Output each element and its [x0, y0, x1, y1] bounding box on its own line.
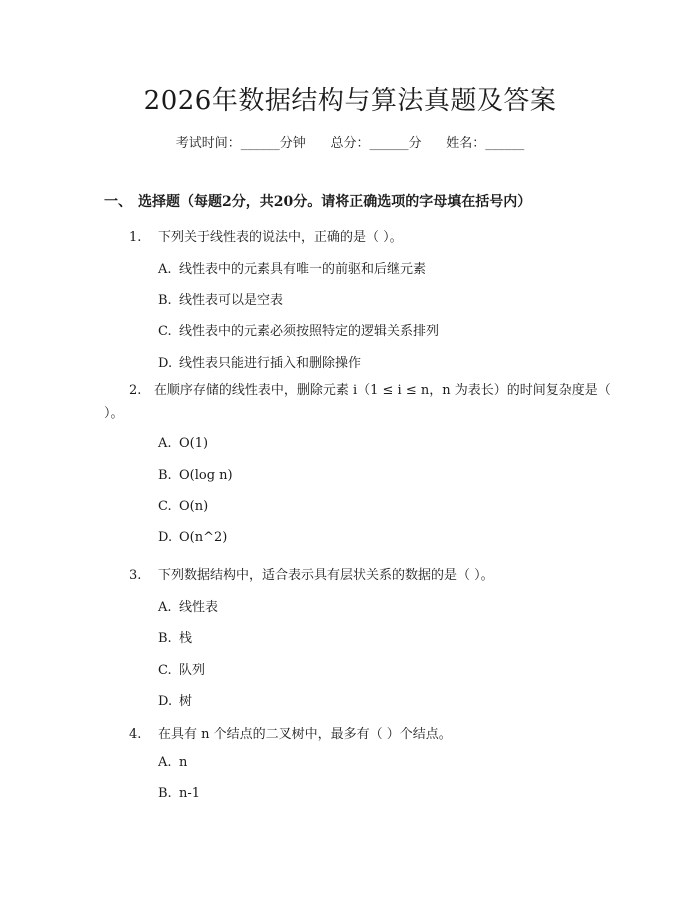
option-text: 线性表	[179, 600, 219, 615]
option-letter: D.	[158, 694, 173, 709]
option-text: 栈	[179, 631, 193, 646]
question-number: 2.	[129, 383, 142, 398]
option-3d	[158, 690, 192, 709]
section-heading	[104, 191, 531, 211]
option-3a	[158, 596, 218, 615]
option-letter: B.	[158, 293, 172, 308]
option-text: O(n)	[179, 499, 209, 514]
option-letter: B.	[158, 631, 172, 646]
option-letter: C.	[158, 499, 172, 514]
option-text: n	[179, 755, 188, 770]
option-2d	[158, 530, 227, 545]
option-text: 树	[179, 694, 193, 709]
option-text: 线性表中的元素必须按照特定的逻辑关系排列	[179, 324, 440, 339]
option-letter: A.	[158, 755, 172, 770]
option-1c	[158, 320, 439, 339]
option-letter: B.	[158, 468, 172, 483]
option-1d	[158, 352, 361, 371]
question-1	[129, 226, 609, 245]
exam-meta-line: 考试时间：______分钟 总分：______分 姓名：______	[175, 136, 525, 151]
question-4	[129, 723, 609, 742]
option-3b	[158, 627, 192, 646]
option-text: O(log n)	[179, 468, 233, 483]
question-number: 1.	[129, 230, 142, 245]
document-title: 2026年数据结构与算法真题及答案	[143, 86, 557, 116]
option-text: 线性表可以是空表	[179, 293, 284, 308]
option-letter: B.	[158, 786, 172, 801]
option-3c	[158, 659, 205, 678]
option-text: O(n^2)	[179, 530, 228, 545]
option-letter: A.	[158, 436, 172, 451]
question-2	[104, 379, 624, 425]
option-text: n-1	[179, 786, 201, 801]
option-letter: D.	[158, 530, 173, 545]
option-4b	[158, 786, 200, 801]
section-label: 选择题（每题2分，共20分。请将正确选项的字母填在括号内）	[138, 194, 532, 210]
question-text: 下列关于线性表的说法中，正确的是（ ）。	[158, 230, 403, 245]
option-letter: A.	[158, 600, 172, 615]
question-text: 在具有 n 个结点的二叉树中，最多有（ ）个结点。	[158, 727, 452, 742]
option-1b	[158, 289, 283, 308]
question-text: 下列数据结构中，适合表示具有层状关系的数据的是（ ）。	[158, 568, 494, 583]
option-letter: C.	[158, 324, 172, 339]
question-number: 4.	[129, 727, 142, 742]
option-1a	[158, 258, 426, 277]
option-text: 线性表只能进行插入和删除操作	[179, 356, 362, 371]
option-text: 线性表中的元素具有唯一的前驱和后继元素	[179, 262, 427, 277]
question-number: 3.	[129, 568, 142, 583]
option-letter: A.	[158, 262, 172, 277]
question-text: 在顺序存储的线性表中，删除元素 i（1 ≤ i ≤ n，n 为表长）的时间复杂度是（ ）。	[104, 383, 611, 421]
option-letter: C.	[158, 663, 172, 678]
section-number: 一、	[104, 194, 132, 210]
option-2b	[158, 468, 233, 483]
option-2c	[158, 499, 208, 514]
option-text: O(1)	[179, 436, 209, 451]
option-4a	[158, 755, 187, 770]
option-text: 队列	[179, 663, 206, 678]
option-2a	[158, 436, 208, 451]
option-letter: D.	[158, 356, 173, 371]
question-3	[129, 564, 609, 583]
